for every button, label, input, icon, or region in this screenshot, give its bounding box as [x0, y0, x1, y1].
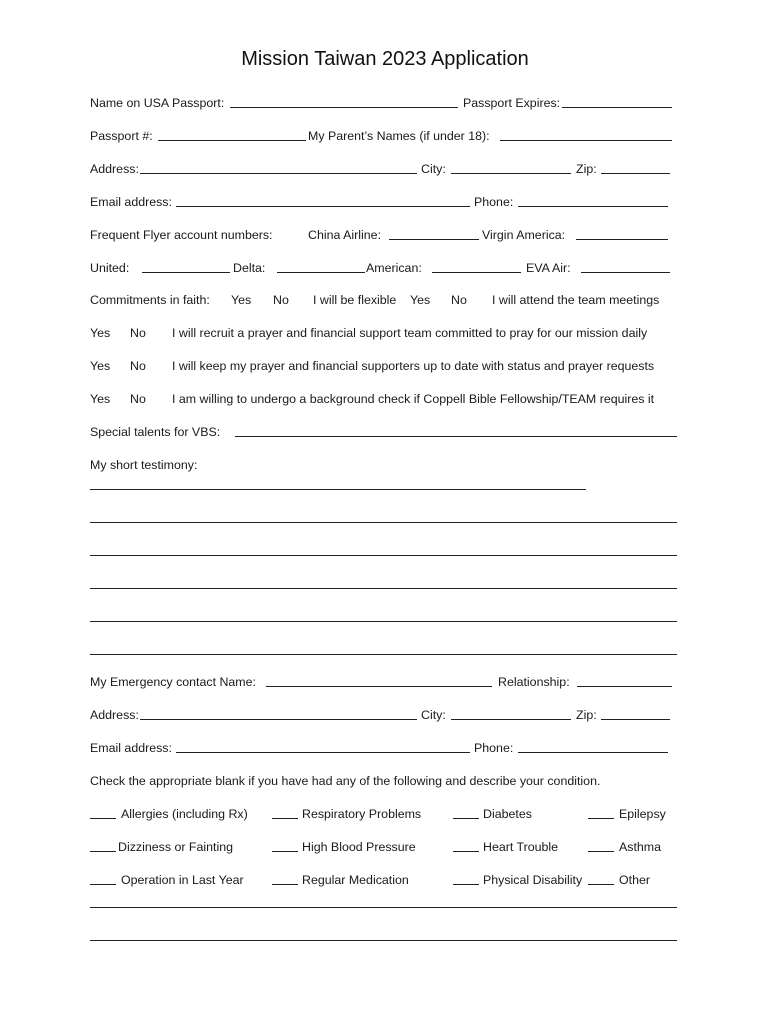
emergency-city-field[interactable]: [451, 719, 571, 720]
phone-label: Phone:: [474, 195, 514, 209]
email-label: Email address:: [90, 195, 172, 209]
allergies-label: Allergies (including Rx): [121, 807, 248, 821]
heart-label: Heart Trouble: [483, 840, 559, 854]
background-statement: I am willing to undergo a background check if Coppell Bible Fellowship/TEAM requires it: [172, 392, 655, 406]
city-field[interactable]: [451, 173, 571, 174]
blood-pressure-label: High Blood Pressure: [302, 840, 416, 854]
email-field[interactable]: [176, 206, 470, 207]
emergency-address-field[interactable]: [140, 719, 417, 720]
row-commitments: [90, 291, 680, 309]
operation-check[interactable]: [90, 884, 116, 885]
city-label: City:: [421, 162, 446, 176]
row-address: [90, 160, 680, 178]
eva-air-field[interactable]: [581, 272, 670, 273]
recruit-no-option[interactable]: No: [130, 326, 146, 340]
passport-expires-field[interactable]: [562, 107, 672, 108]
virgin-america-label: Virgin America:: [482, 228, 566, 242]
row-medical-2: [90, 838, 680, 856]
respiratory-label: Respiratory Problems: [302, 807, 422, 821]
row-passport-name: [90, 94, 680, 112]
medication-check[interactable]: [272, 884, 298, 885]
name-passport-label: Name on USA Passport:: [90, 96, 225, 110]
testimony-line-1[interactable]: [90, 489, 586, 490]
special-talents-field[interactable]: [235, 436, 677, 437]
china-airline-label: China Airline:: [308, 228, 382, 242]
testimony-line-5[interactable]: [90, 621, 677, 622]
emergency-name-label: My Emergency contact Name:: [90, 675, 256, 689]
allergies-check[interactable]: [90, 818, 116, 819]
diabetes-check[interactable]: [453, 818, 479, 819]
testimony-line-2[interactable]: [90, 522, 677, 523]
address-field[interactable]: [140, 173, 417, 174]
row-frequent-flyer: [90, 226, 680, 244]
flexible-yes-option[interactable]: Yes: [231, 293, 252, 307]
testimony-line-3[interactable]: [90, 555, 677, 556]
passport-expires-label: Passport Expires:: [463, 96, 561, 110]
emergency-zip-label: Zip:: [576, 708, 597, 722]
testimony-line-4[interactable]: [90, 588, 677, 589]
other-check[interactable]: [588, 884, 614, 885]
american-field[interactable]: [432, 272, 521, 273]
update-no-option[interactable]: No: [130, 359, 146, 373]
testimony-line-6[interactable]: [90, 654, 677, 655]
update-statement: I will keep my prayer and financial supporters up to date with status and prayer requests: [172, 359, 655, 373]
epilepsy-check[interactable]: [588, 818, 614, 819]
attend-no-option[interactable]: No: [451, 293, 467, 307]
united-label: United:: [90, 261, 130, 275]
flexible-no-option[interactable]: No: [273, 293, 289, 307]
attend-statement: I will attend the team meetings: [492, 293, 660, 307]
relationship-field[interactable]: [577, 686, 672, 687]
passport-number-field[interactable]: [158, 140, 306, 141]
parents-names-label: My Parent’s Names (if under 18):: [308, 129, 490, 143]
row-testimony: [90, 456, 680, 474]
commitments-label: Commitments in faith:: [90, 293, 210, 307]
phone-field[interactable]: [518, 206, 668, 207]
row-update: [90, 357, 680, 375]
update-yes-option[interactable]: Yes: [90, 359, 111, 373]
other-label: Other: [619, 873, 650, 887]
zip-label: Zip:: [576, 162, 597, 176]
emergency-phone-label: Phone:: [474, 741, 514, 755]
row-emergency-name: [90, 673, 680, 691]
row-emergency-address: [90, 706, 680, 724]
blood-pressure-check[interactable]: [272, 851, 298, 852]
respiratory-check[interactable]: [272, 818, 298, 819]
form-title: Mission Taiwan 2023 Application: [241, 48, 529, 70]
relationship-label: Relationship:: [498, 675, 570, 689]
epilepsy-label: Epilepsy: [619, 807, 666, 821]
row-emergency-email: [90, 739, 680, 757]
row-medical-instruction: [90, 772, 680, 790]
recruit-statement: I will recruit a prayer and financial support team committed to pray for our mission daily: [172, 326, 648, 340]
background-yes-option[interactable]: Yes: [90, 392, 111, 406]
testimony-label: My short testimony:: [90, 458, 198, 472]
name-passport-field[interactable]: [230, 107, 458, 108]
emergency-city-label: City:: [421, 708, 446, 722]
disability-label: Physical Disability: [483, 873, 583, 887]
eva-air-label: EVA Air:: [526, 261, 571, 275]
recruit-yes-option[interactable]: Yes: [90, 326, 111, 340]
row-passport-number: [90, 127, 680, 145]
flexible-statement: I will be flexible: [313, 293, 397, 307]
medical-instruction: Check the appropriate blank if you have had any of the following and describe your condition.: [90, 774, 601, 788]
diabetes-label: Diabetes: [483, 807, 532, 821]
row-email: [90, 193, 680, 211]
emergency-zip-field[interactable]: [601, 719, 670, 720]
heart-check[interactable]: [453, 851, 479, 852]
row-medical-1: [90, 805, 680, 823]
attend-yes-option[interactable]: Yes: [410, 293, 431, 307]
china-airline-field[interactable]: [389, 239, 479, 240]
parents-names-field[interactable]: [500, 140, 672, 141]
emergency-email-label: Email address:: [90, 741, 172, 755]
dizziness-label: Dizziness or Fainting: [118, 840, 234, 854]
condition-line-1[interactable]: [90, 907, 677, 908]
emergency-email-field[interactable]: [176, 752, 470, 753]
delta-label: Delta:: [233, 261, 266, 275]
asthma-label: Asthma: [619, 840, 662, 854]
condition-line-2[interactable]: [90, 940, 677, 941]
frequent-flyer-label: Frequent Flyer account numbers:: [90, 228, 273, 242]
passport-number-label: Passport #:: [90, 129, 153, 143]
row-medical-3: [90, 871, 680, 889]
operation-label: Operation in Last Year: [121, 873, 244, 887]
zip-field[interactable]: [601, 173, 670, 174]
asthma-check[interactable]: [588, 851, 614, 852]
row-background: [90, 390, 680, 408]
virgin-america-field[interactable]: [576, 239, 668, 240]
american-label: American:: [366, 261, 422, 275]
dizziness-check[interactable]: [90, 851, 116, 852]
delta-field[interactable]: [277, 272, 365, 273]
row-special-talents: [90, 423, 680, 441]
background-no-option[interactable]: No: [130, 392, 146, 406]
emergency-name-field[interactable]: [266, 686, 492, 687]
emergency-phone-field[interactable]: [518, 752, 668, 753]
disability-check[interactable]: [453, 884, 479, 885]
emergency-address-label: Address:: [90, 708, 139, 722]
medication-label: Regular Medication: [302, 873, 409, 887]
address-label: Address:: [90, 162, 139, 176]
united-field[interactable]: [142, 272, 230, 273]
row-recruit: [90, 324, 680, 342]
special-talents-label: Special talents for VBS:: [90, 425, 221, 439]
row-airlines: [90, 259, 680, 277]
